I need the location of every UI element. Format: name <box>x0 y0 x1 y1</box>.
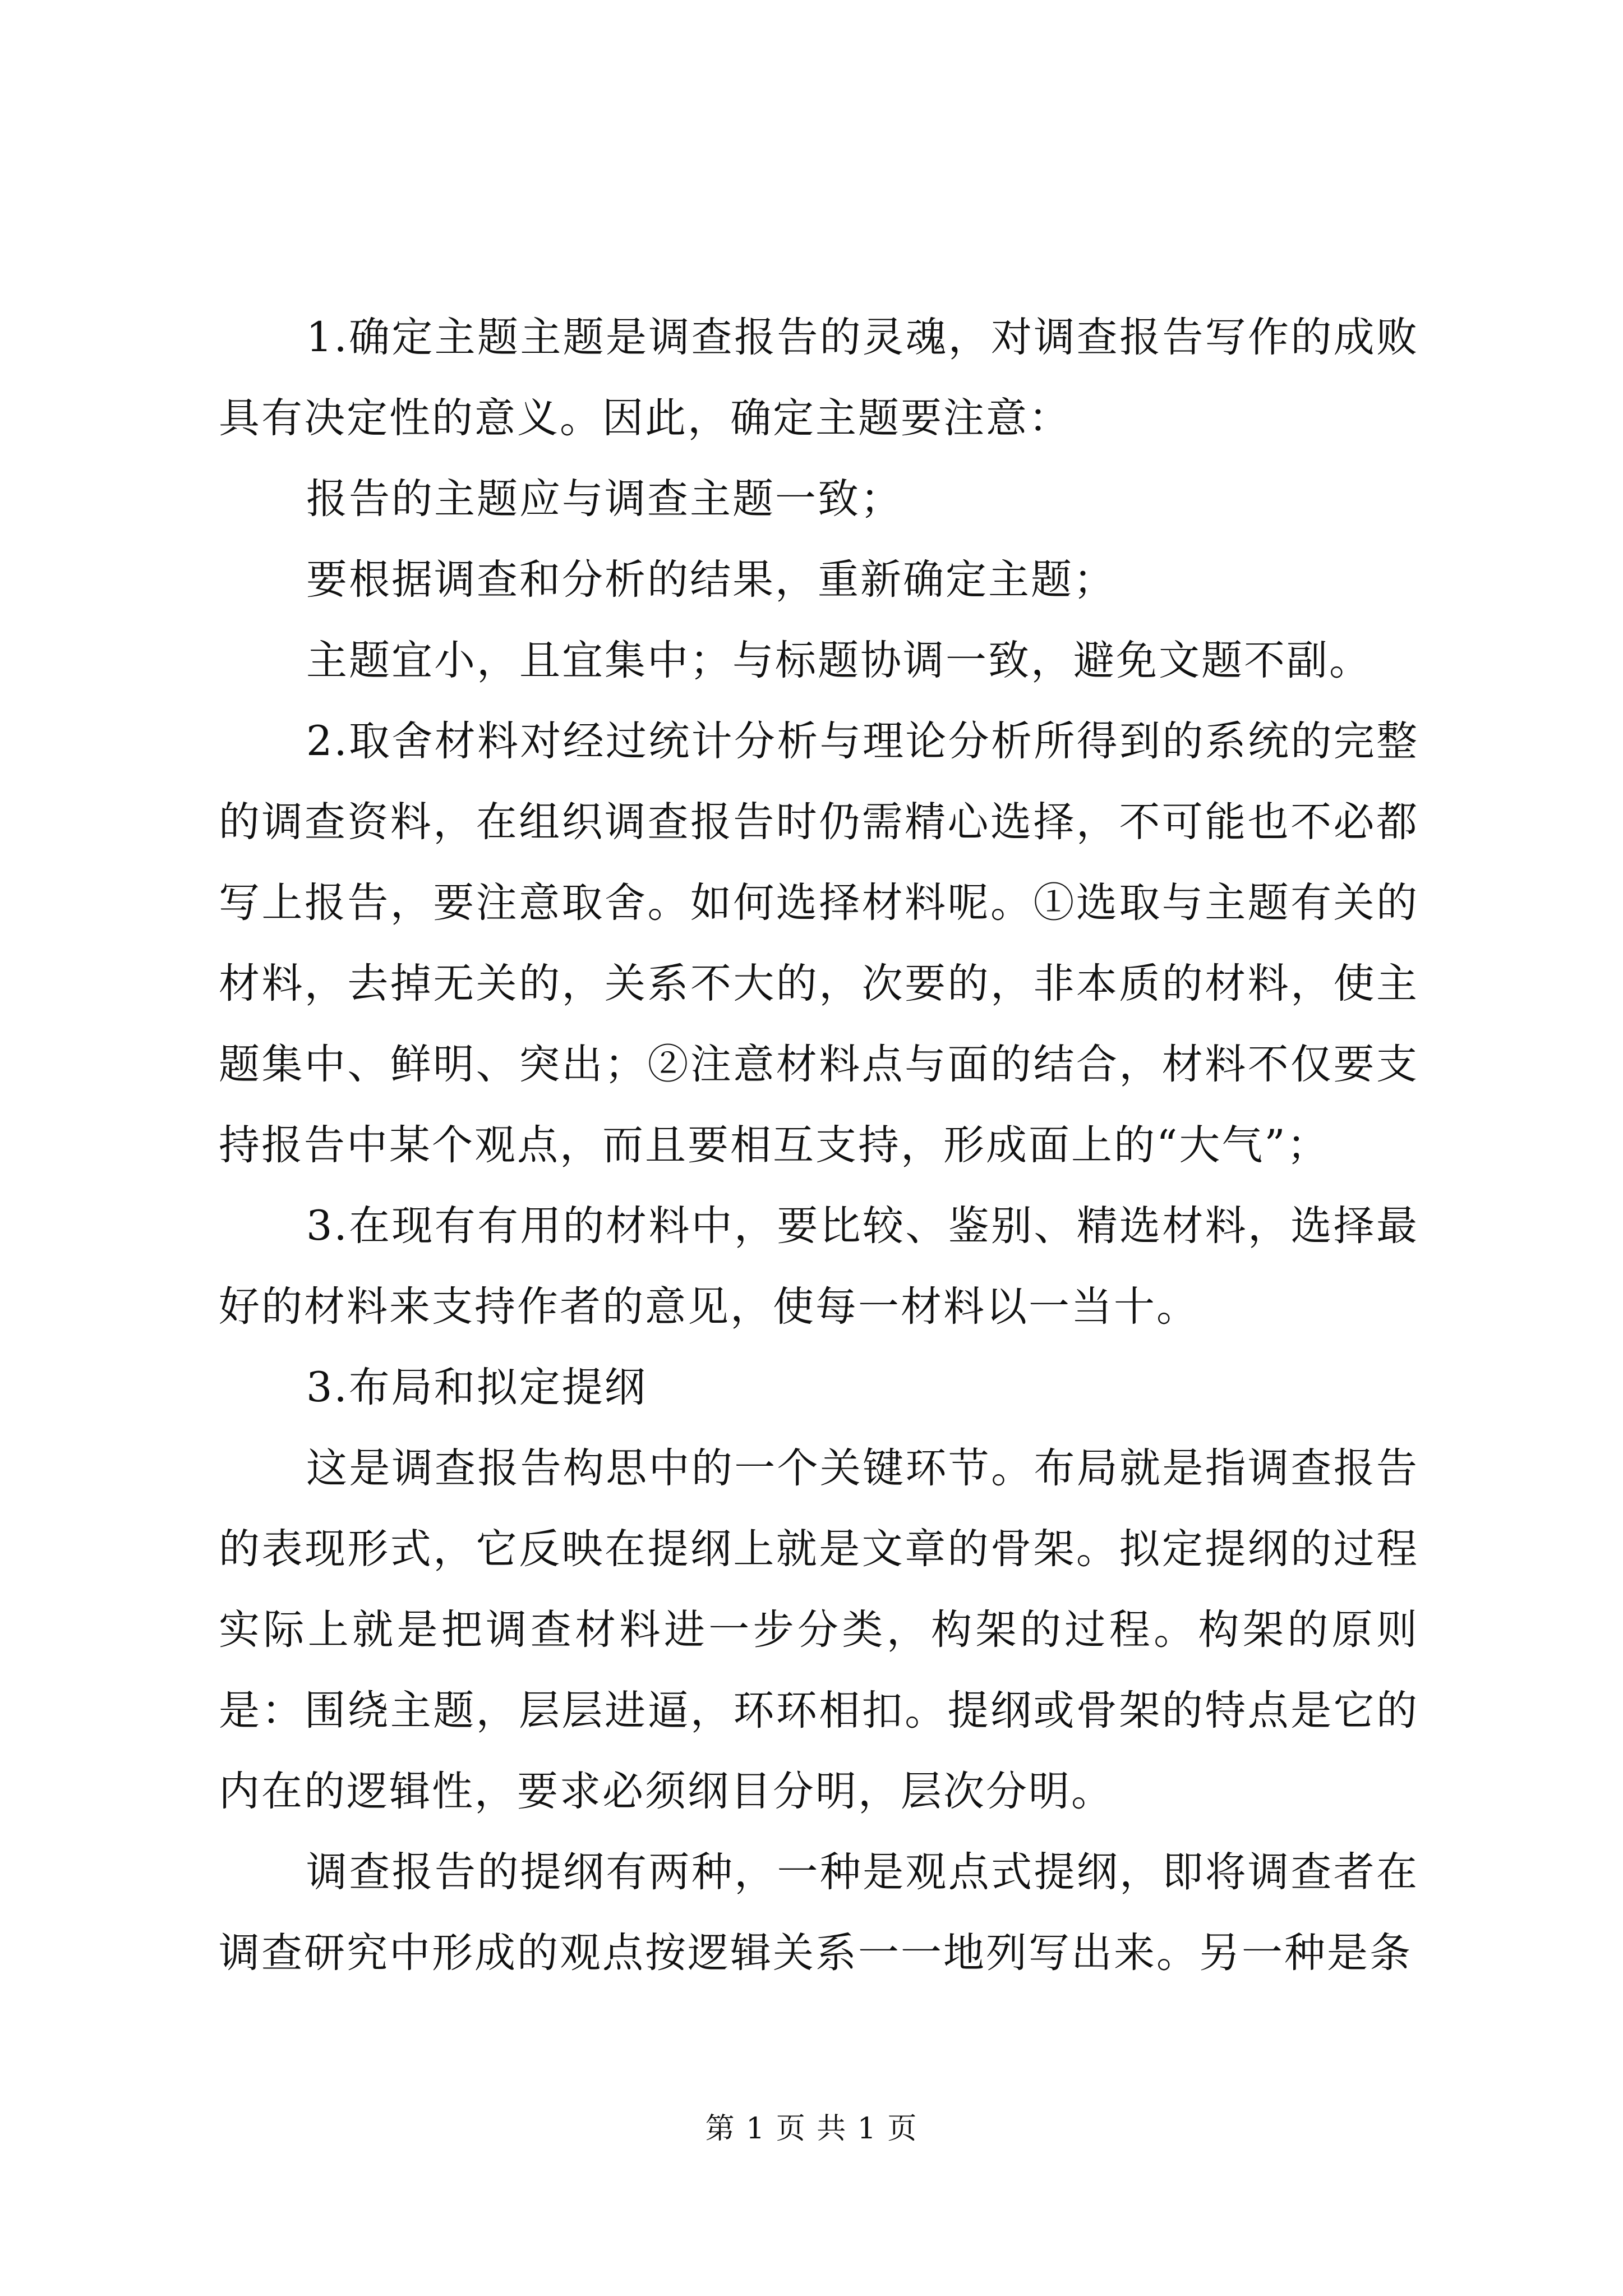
document-body <box>219 297 1419 1994</box>
paragraph-layout-explanation: 这是调查报告构思中的一个关键环节。布局就是指调查报告的表现形式，它反映在提纲上就是文章的骨架。拟定提纲的过程实际上就是把调查材料进一步分类，构架的过程。构架的原则是：围绕主题，层层进逼，环环相扣。提纲或骨架的特点是它的内在的逻辑性，要求必须纲目分明，层次分明。 <box>219 1444 1419 1815</box>
paragraph-theme-small: 主题宜小，且宜集中；与标题协调一致，避免文题不副。 <box>306 637 1372 684</box>
paragraph-outline-types: 调查报告的提纲有两种，一种是观点式提纲，即将调查者在调查研究中形成的观点按逻辑关系一一地列写出来。另一种是条 <box>219 1848 1419 1977</box>
paragraph-select-materials: 2.取舍材料对经过统计分析与理论分析所得到的系统的完整的调查资料，在组织调查报告时仍需精心选择，不可能也不必都写上报告，要注意取舍。如何选择材料呢。①选取与主题有关的材料，去掉无关的，关系不大的，次要的，非本质的材料，使主题集中、鲜明、突出；②注意材料点与面的结合，材料不仅要支持报告中某个观点，而且要相互支持，形成面上的“大气”； <box>219 717 1419 1169</box>
paragraph-layout-outline-heading: 3.布局和拟定提纲 <box>306 1364 647 1411</box>
paragraph-theme-consistent: 报告的主题应与调查主题一致； <box>306 475 903 523</box>
paragraph-determine-theme: 1.确定主题主题是调查报告的灵魂，对调查报告写作的成败具有决定性的意义。因此，确定主题要注意： <box>219 314 1419 442</box>
paragraph-compare-materials: 3.在现有有用的材料中，要比较、鉴别、精选材料，选择最好的材料来支持作者的意见，使每一材料以一当十。 <box>219 1202 1419 1331</box>
page-footer: 第 1 页 共 1 页 <box>705 2112 918 2146</box>
paragraph-redetermine-theme: 要根据调查和分析的结果，重新确定主题； <box>306 556 1116 604</box>
